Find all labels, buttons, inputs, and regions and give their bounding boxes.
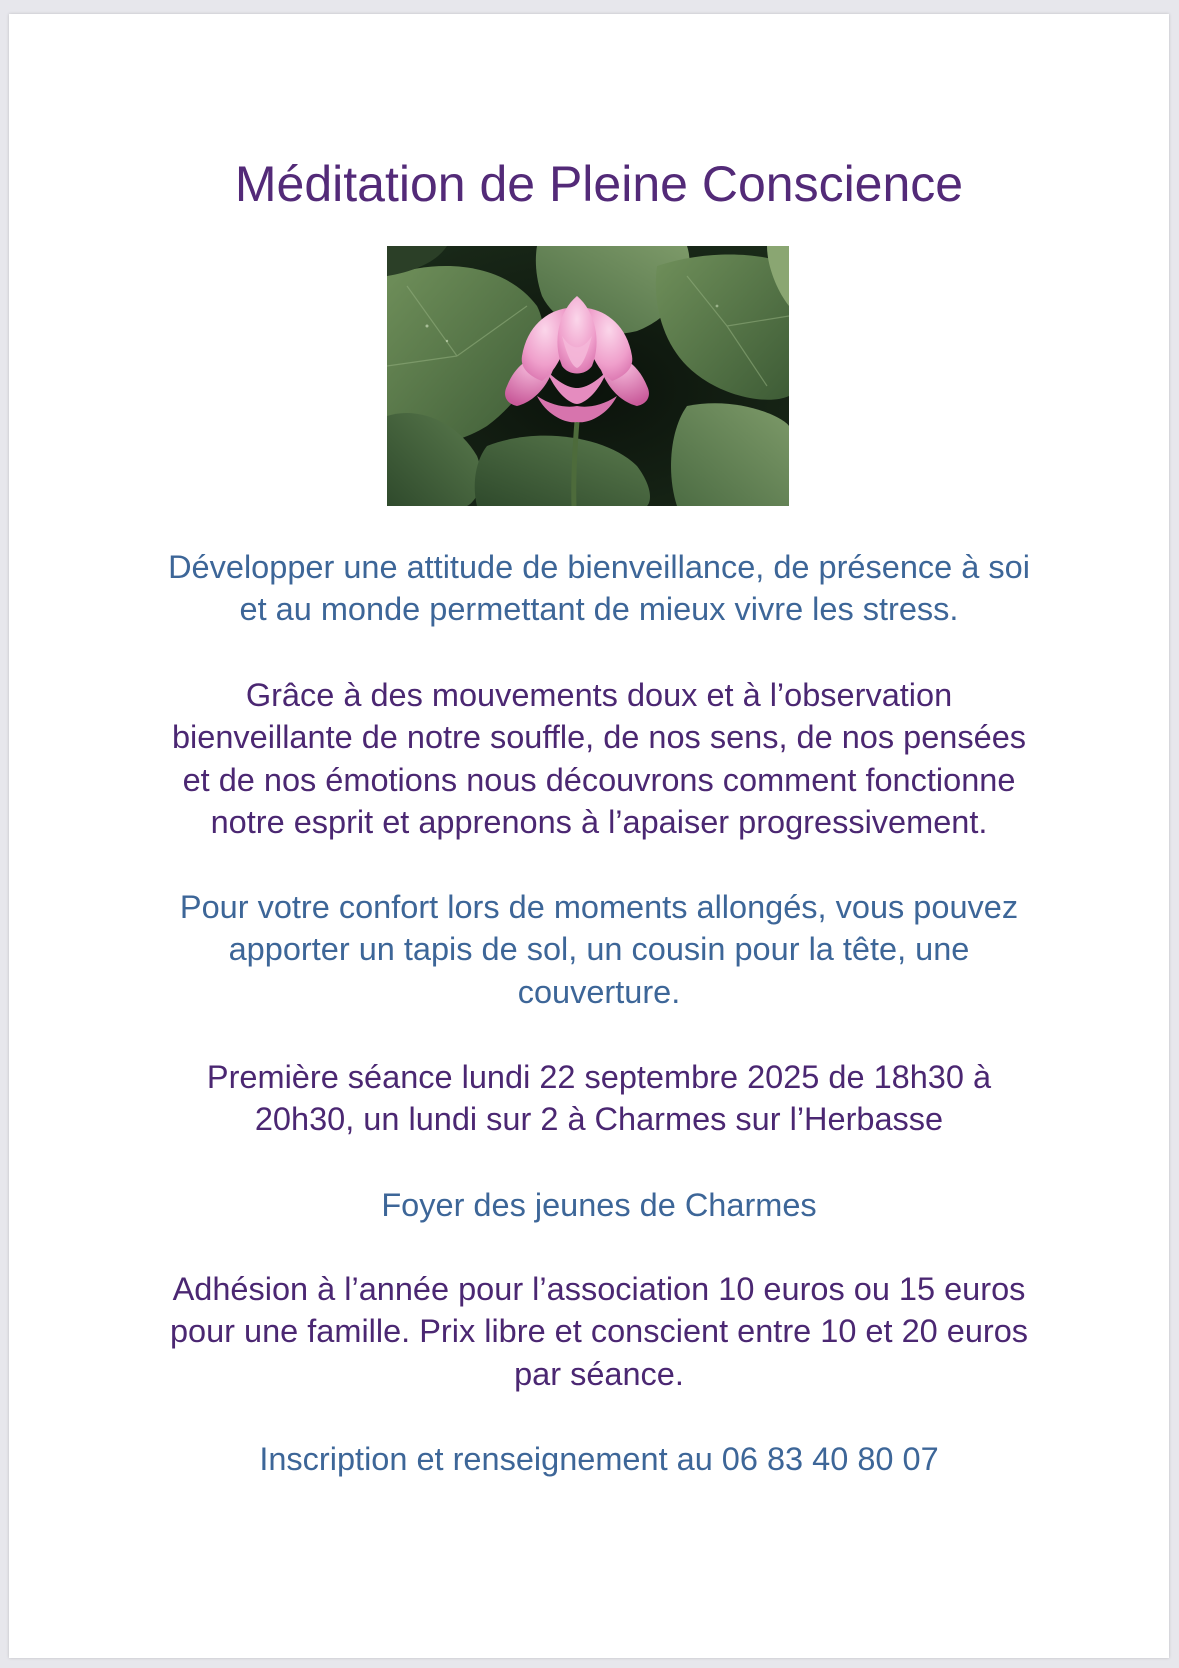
schedule-paragraph — [109, 1056, 1089, 1141]
membership-paragraph — [109, 1268, 1089, 1395]
practice-line: notre esprit et apprenons à l’apaiser progressivement. — [210, 804, 988, 841]
practice-line: et de nos émotions nous découvrons comment fonctionne — [182, 761, 1016, 798]
lotus-flower-photo — [387, 246, 789, 506]
schedule-line: Première séance lundi 22 septembre 2025 de 18h30 à — [206, 1059, 992, 1095]
comfort-line: couverture. — [517, 973, 681, 1010]
membership-line: Adhésion à l’année pour l’association 10 euros ou 15 euros — [172, 1271, 1026, 1307]
practice-line: Grâce à des mouvements doux et à l’observation — [245, 677, 953, 713]
flyer-page — [9, 14, 1169, 1658]
comfort-line: Pour votre confort lors de moments allongés, vous pouvez — [179, 889, 1019, 925]
venue-line: Foyer des jeunes de Charmes — [381, 1187, 817, 1223]
practice-paragraph — [109, 674, 1089, 844]
intro-line: Développer une attitude de bienveillance, de présence à soi — [168, 549, 1030, 585]
contact-line: Inscription et renseignement au 06 83 40 80 07 — [259, 1441, 939, 1477]
intro-paragraph — [109, 546, 1089, 631]
membership-line: pour une famille. Prix libre et conscient entre 10 et 20 euros — [169, 1313, 1029, 1350]
schedule-line: 20h30, un lundi sur 2 à Charmes sur l’Herbasse — [254, 1101, 944, 1138]
comfort-line: apporter un tapis de sol, un cousin pour la tête, une — [228, 931, 970, 968]
venue-paragraph — [109, 1184, 1089, 1226]
comfort-paragraph — [109, 886, 1089, 1013]
page-title: Méditation de Pleine Conscience — [234, 156, 964, 212]
practice-line: bienveillante de notre souffle, de nos sens, de nos pensées — [171, 719, 1027, 756]
intro-line: et au monde permettant de mieux vivre les stress. — [239, 591, 959, 628]
membership-line: par séance. — [514, 1355, 684, 1392]
contact-paragraph — [109, 1438, 1089, 1480]
